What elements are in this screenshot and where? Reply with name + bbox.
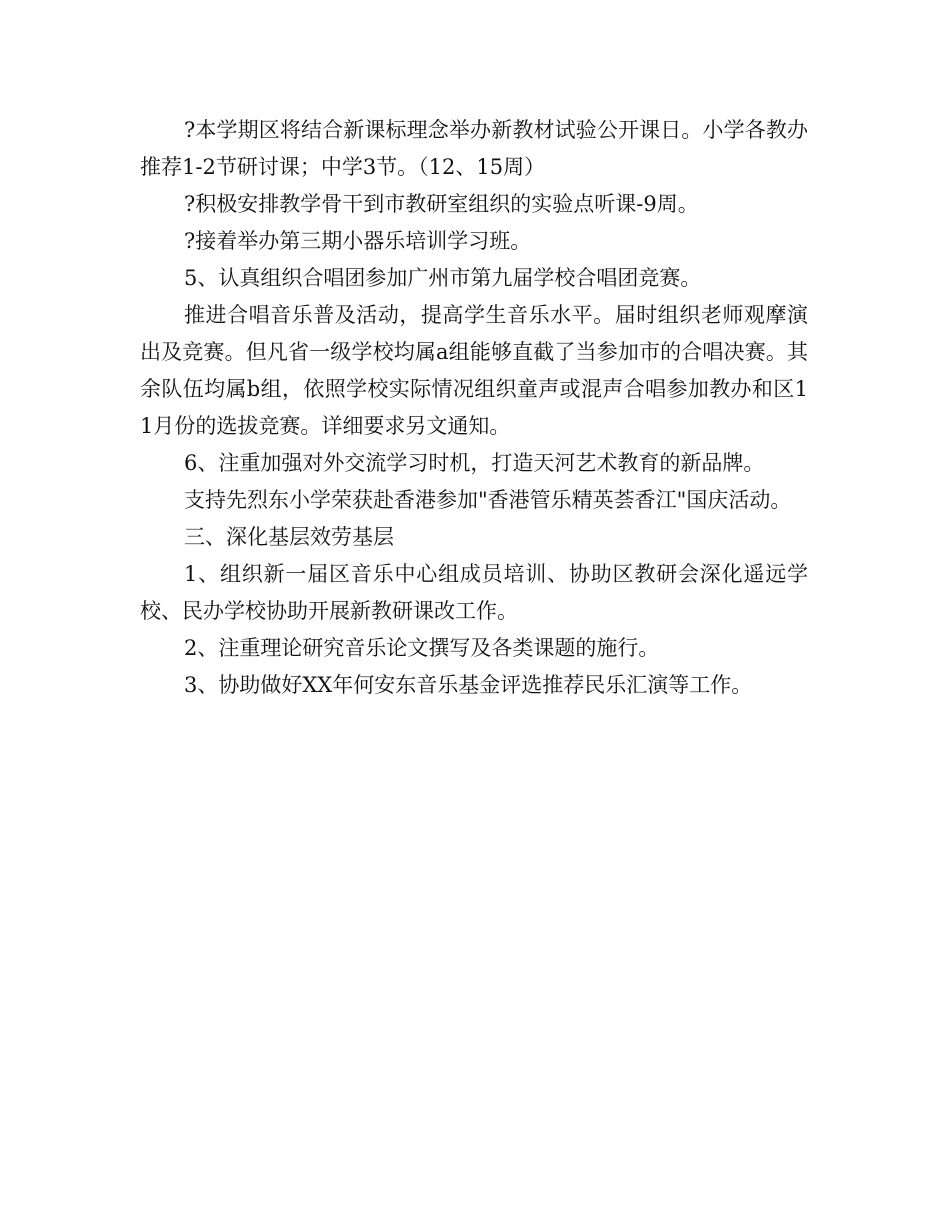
- section-heading-grassroots: 三、深化基层效劳基层: [184, 525, 394, 549]
- paragraph-training-group: 1、组织新一届区音乐中心组成员培训、协助区教研会深化遥远学校、民办学校协助开展新教研课改工作。: [140, 562, 808, 623]
- paragraph-exchange-heading: 6、注重加强对外交流学习时机，打造天河艺术教育的新品牌。: [184, 451, 765, 475]
- paragraph-choir-competition-heading: 5、认真组织合唱团参加广州市第九届学校合唱团竞赛。: [184, 266, 702, 290]
- paragraph-music-fund: 3、协助做好XX年何安东音乐基金评选推荐民乐汇演等工作。: [184, 673, 753, 697]
- paragraph-open-class-day: ?本学期区将结合新课标理念举办新教材试验公开课日。小学各教办推荐1-2节研讨课；中学3节。（12、15周）: [140, 118, 808, 179]
- paragraph-observation-lessons: ?积极安排教学骨干到市教研室组织的实验点听课-9周。: [184, 192, 699, 216]
- paragraph-instrument-training: ?接着举办第三期小器乐培训学习班。: [184, 229, 532, 253]
- document-body: [140, 112, 808, 704]
- paragraph-hongkong-activity: 支持先烈东小学荣获赴香港参加"香港管乐精英荟香江"国庆活动。: [184, 488, 792, 512]
- paragraph-choir-details: 推进合唱音乐普及活动，提高学生音乐水平。届时组织老师观摩演出及竞赛。但凡省一级学校均属a组能够直截了当参加市的合唱决赛。其余队伍均属b组，依照学校实际情况组织童声或混声合唱参加教办和区11月份的选拔竞赛。详细要求另文通知。: [140, 303, 808, 438]
- paragraph-theory-research: 2、注重理论研究音乐论文撰写及各类课题的施行。: [184, 636, 660, 660]
